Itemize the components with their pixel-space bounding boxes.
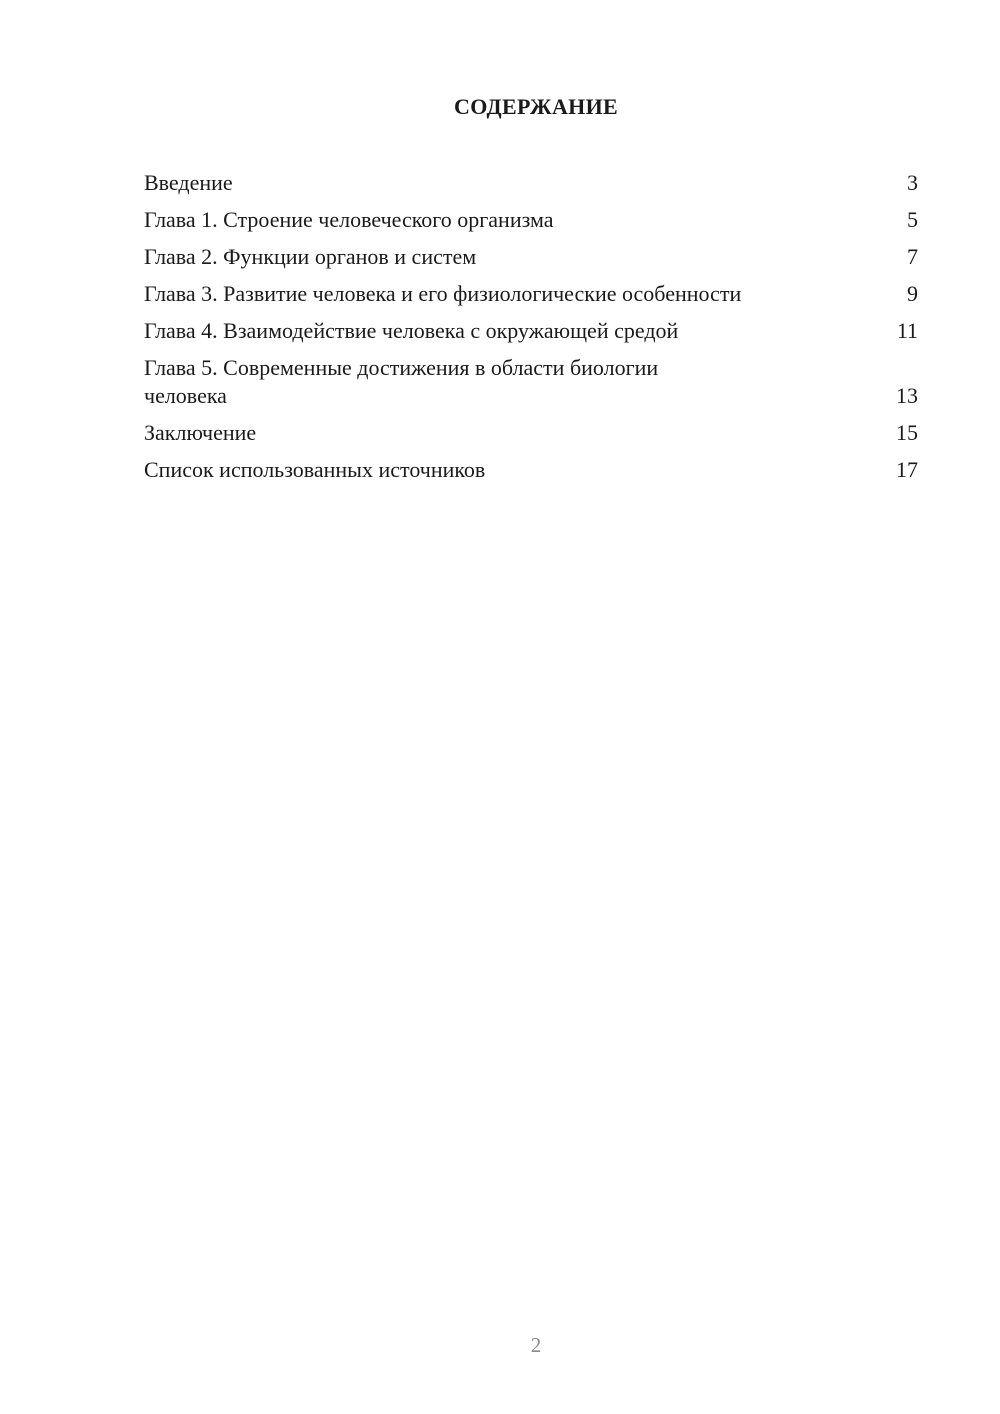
toc-entry-label: Глава 3. Развитие человека и его физиологические особенности <box>144 281 742 306</box>
toc-entry-label: Глава 1. Строение человеческого организма <box>144 207 554 232</box>
toc-entry-page: 13 <box>896 383 918 408</box>
toc-entry[interactable] <box>144 354 918 410</box>
toc-entry-label: Глава 4. Взаимодействие человека с окружающей средой <box>144 318 679 343</box>
toc-title: СОДЕРЖАНИЕ <box>454 94 618 119</box>
toc-entry-label: Заключение <box>144 420 257 445</box>
toc-entry[interactable] <box>144 456 918 484</box>
toc-entry-page: 17 <box>896 457 918 482</box>
toc-entry[interactable] <box>144 317 918 345</box>
page-number: 2 <box>530 1333 542 1357</box>
toc-entry[interactable] <box>144 280 918 308</box>
toc-entry-page: 7 <box>907 244 918 269</box>
table-of-contents <box>144 169 918 493</box>
toc-entry[interactable] <box>144 206 918 234</box>
toc-entry-label: Глава 5. Современные достижения в области биологии человека <box>144 355 659 408</box>
toc-entry-page: 9 <box>907 281 918 306</box>
toc-entry-page: 15 <box>896 420 918 445</box>
toc-entry[interactable] <box>144 169 918 197</box>
toc-entry-label: Список использованных источников <box>144 457 486 482</box>
toc-entry-page: 3 <box>907 170 918 195</box>
toc-entry-label: Глава 2. Функции органов и систем <box>144 244 477 269</box>
toc-entry[interactable] <box>144 243 918 271</box>
toc-entry-label: Введение <box>144 170 233 195</box>
toc-entry-page: 5 <box>907 207 918 232</box>
toc-entry-page: 11 <box>896 318 918 343</box>
toc-entry[interactable] <box>144 419 918 447</box>
